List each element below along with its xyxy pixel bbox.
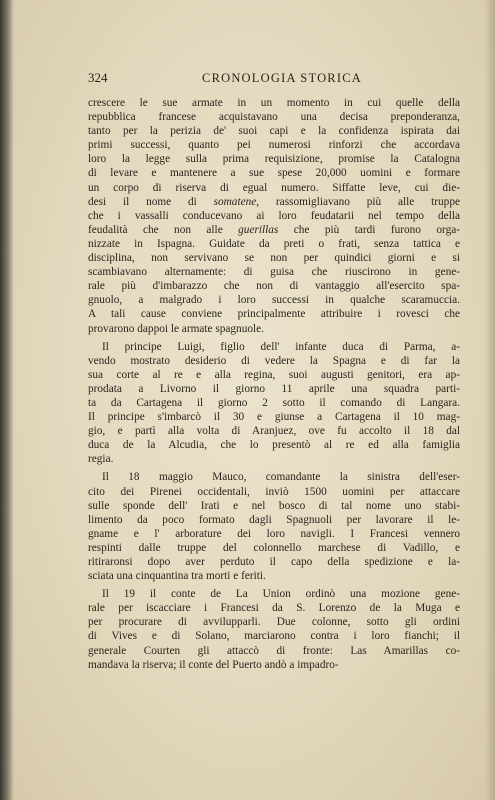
- text-line: Il principe s'imbarcò il 30 e giunse a Cartagena il 10 mag-: [88, 411, 460, 424]
- text-line: limento da poco formato dagli Spagnuoli per lavorare il le-: [88, 513, 460, 526]
- text-line: generale Courten gli attaccò di fronte: Las Amarillas co-: [88, 644, 460, 657]
- running-header: [88, 70, 460, 92]
- text-line: di Vives e di Solano, marciarono contra i loro fianchi; il: [88, 630, 460, 643]
- text-line: crescere le sue armate in un momento in cui quelle della: [88, 97, 460, 109]
- text-line: A tali cause conviene principalmente attribuire i rovesci che: [88, 308, 460, 321]
- text-line: mandava la riserva; il conte del Puerto andò a impadro-: [88, 658, 339, 671]
- text-line: rale per iscacciare i Francesi da S. Lorenzo de la Muga e: [88, 602, 460, 615]
- text-line: repubblica francese acquistavano una decisa preponderanza,: [88, 111, 460, 124]
- paragraph: [88, 340, 460, 467]
- text-line: ritiraronsi dopo aver perduto il capo della spedizione e la-: [88, 556, 460, 568]
- text-line: tanto per la perizia de' suoi capi e la confidenza ispirata dai: [88, 125, 460, 138]
- text-line: primi successi, quanto pei numerosi rinforzi che accordava: [88, 139, 460, 152]
- text-line: di levare e mantenere a sue spese 20,000 uomini e formare: [88, 167, 460, 180]
- body-text: [88, 96, 460, 672]
- text-line: scambiavano alternamente: di guisa che riuscirono in gene-: [88, 266, 460, 279]
- text-line: Il 18 maggio Mauco, comandante la sinistra dell'eser-: [102, 471, 460, 484]
- text-line: prodata a Livorno il giorno 11 aprile una squadra parti-: [88, 382, 460, 395]
- paragraph: [88, 470, 460, 583]
- text-line: feudalità che non alle guerillas che più tardi furono orga-: [88, 223, 460, 236]
- text-line: un corpo di riserva di egual numero. Siffatte leve, cui die-: [88, 181, 460, 194]
- text-line: che i vassalli conducevano ai loro feudatarii nel tempo della: [88, 209, 460, 222]
- running-title: CRONOLOGIA STORICA: [202, 71, 362, 85]
- page-content: [88, 70, 460, 710]
- text-line: gio, e partì alla volta di Aranjuez, ove fu accolto il 18 dal: [88, 425, 460, 438]
- paragraph: [88, 96, 460, 336]
- text-line: nizzate in Ispagna. Guidate da preti o frati, senza tattica e: [88, 237, 460, 250]
- paragraph: [88, 587, 460, 672]
- text-line: provarono dappoi le armate spagnuole.: [88, 322, 264, 335]
- text-line: disciplina, non servivano se non per quindici giorni e si: [88, 252, 460, 265]
- text-line: Il principe Luigi, figlio dell' infante duca di Parma, a-: [102, 340, 460, 353]
- text-line: vendo mostrato desiderio di vedere la Spagna e di far la: [88, 354, 460, 367]
- text-line: rale più d'imbarazzo che non di vantaggio all'esercito spa-: [88, 280, 460, 293]
- book-gutter-shadow: [0, 0, 14, 800]
- text-line: ta da Cartagena il giorno 2 sotto il comando di Langara.: [88, 396, 460, 409]
- text-line: desi il nome di somatene, rassomigliavano più alle truppe: [88, 195, 460, 208]
- text-line: gname e l' arborature dei loro navigli. I Francesi vennero: [88, 527, 460, 540]
- text-line: cito dei Pirenei occidentali, inviò 1500 uomini per attaccare: [88, 485, 460, 498]
- text-line: gnuolo, a malgrado i loro successi in qualche scaramuccia.: [88, 294, 460, 307]
- text-line: respinti dalle truppe del colonnello marchese di Vadillo, e: [88, 541, 460, 554]
- text-line: duca de la Alcudia, che lo presentò al re ed alla famiglia: [88, 439, 460, 452]
- text-line: per procurare di avvilupparli. Due colonne, sotto gli ordini: [88, 616, 460, 629]
- text-line: Il 19 il conte de La Union ordinò una mozione gene-: [102, 588, 460, 601]
- text-line: regia.: [88, 453, 114, 466]
- page-number: 324: [88, 70, 108, 85]
- text-line: sua corte al re e alla regina, suoi augusti genitori, era ap-: [88, 368, 460, 381]
- text-line: sulle sponde dell' Irati e nel bosco di tal nome uno stabi-: [88, 499, 460, 512]
- page-edge: [485, 0, 495, 800]
- text-line: loro la legge sulla prima requisizione, promise la Catalogna: [88, 153, 460, 166]
- text-line: sciata una cinquantina tra morti e feriti.: [88, 570, 266, 583]
